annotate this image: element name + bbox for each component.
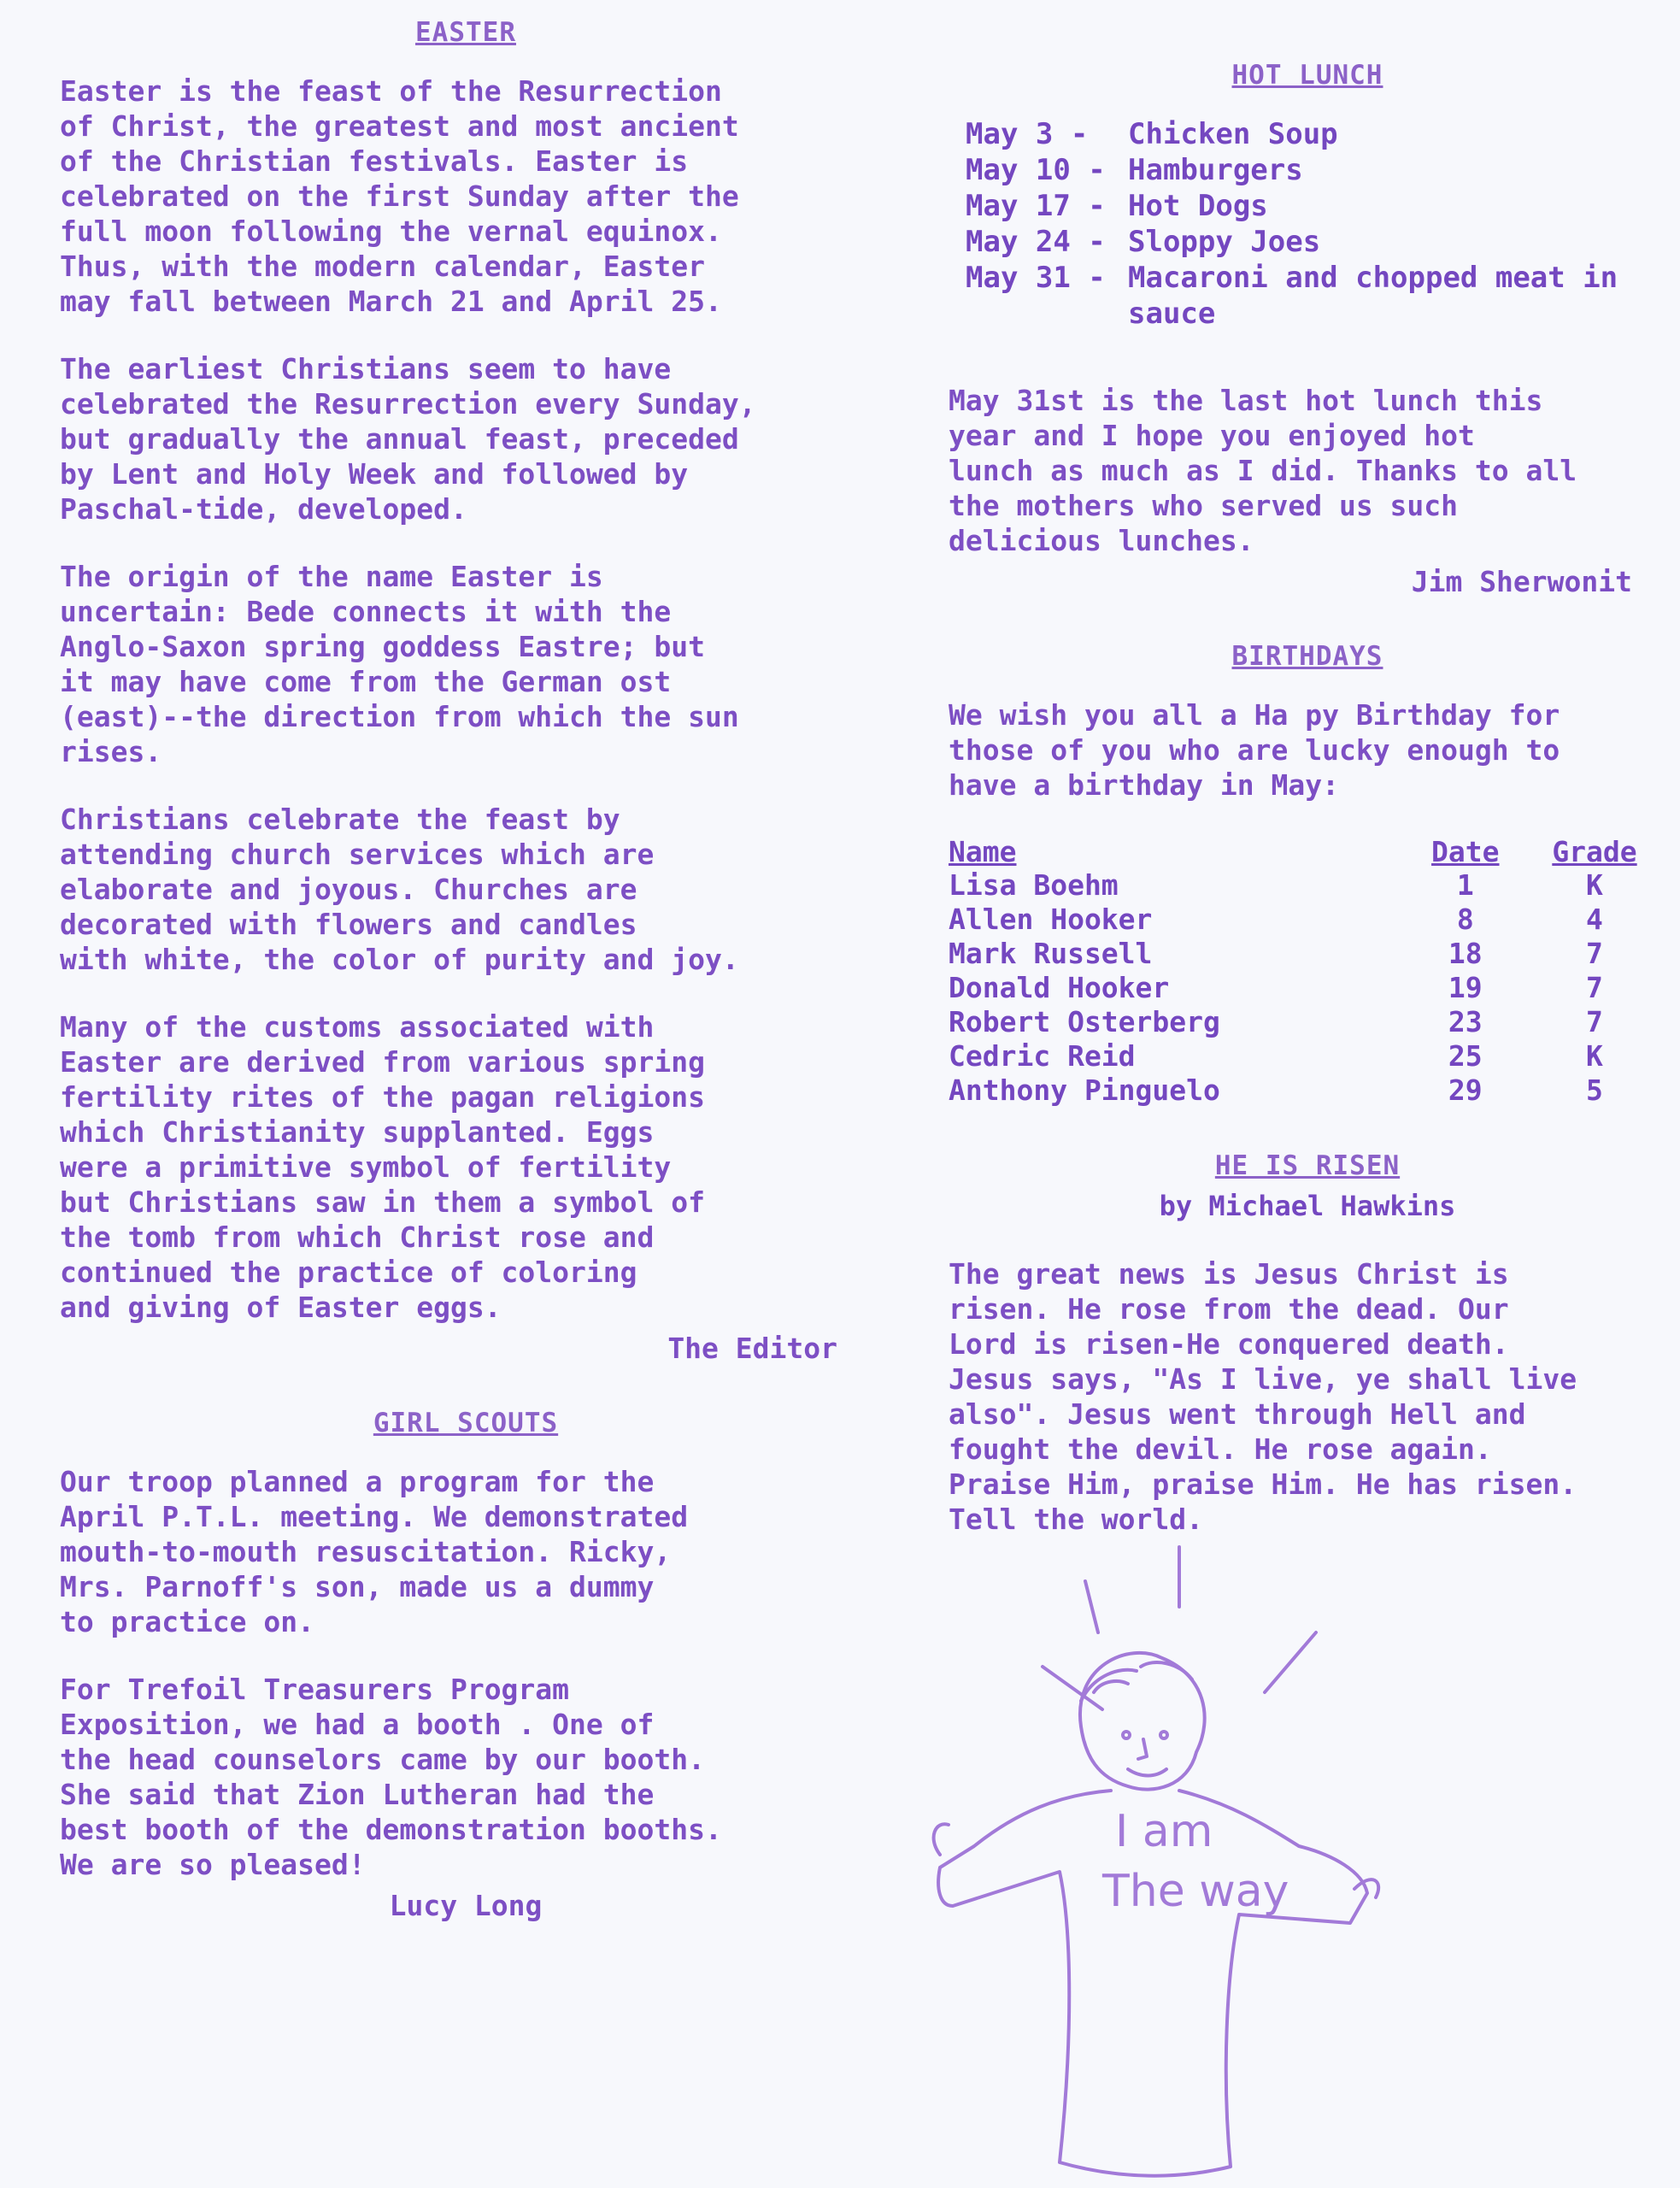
header-grade: Grade <box>1552 835 1637 868</box>
easter-paragraph-5: Many of the customs associated with Easter are derived from various spring fertility rites of the pagan religions which Christianity supplanted. Eggs were a primitive symbol of fertility but Christians saw in them a symbol of the tomb from which Christ rose and continued the practice of coloring and giving of Easter eggs. <box>60 1010 705 1324</box>
birthday-name: Lisa Boehm <box>949 868 1119 902</box>
header-name: Name <box>949 835 1017 868</box>
menu-dish: Chicken Soup <box>1128 117 1338 151</box>
menu-date: May 3 - <box>966 117 1089 151</box>
birthday-name: Allen Hooker <box>949 903 1153 936</box>
birthday-date: 18 <box>1448 937 1483 970</box>
menu-dish: Macaroni and chopped meat in sauce <box>1128 261 1618 331</box>
menu-date: May 10 - <box>966 153 1106 187</box>
birthday-grade: K <box>1586 1039 1603 1073</box>
birthday-name: Robert Osterberg <box>949 1005 1220 1038</box>
crayon-figure-drawing <box>923 1530 1675 2188</box>
girl-scouts-paragraph-2: For Trefoil Treasurers Program Exposition, we had a booth . One of the head counselors came by our booth. She said that Zion Lutheran had the best booth of the demonstration booths. We are so pleased! <box>60 1673 722 1881</box>
girl-scouts-paragraph-1: Our troop planned a program for the April P.T.L. meeting. We demonstrated mouth-to-mouth resuscitation. Ricky, Mrs. Parnoff's son, made us a dummy to practice on. <box>60 1465 689 1638</box>
nose <box>1138 1739 1147 1759</box>
birthday-grade: 7 <box>1586 937 1603 970</box>
menu-date: May 31 - <box>966 261 1106 295</box>
mouth <box>1128 1769 1166 1776</box>
easter-paragraph-1: Easter is the feast of the Resurrection of Christ, the greatest and most ancient of the Christian festivals. Easter is celebrated on the first Sunday after the full moon following the vernal equinox. Thus, with the modern calendar, Easter may fall between March 21 and April 25. <box>60 74 739 318</box>
birthday-name: Anthony Pinguelo <box>949 1073 1220 1107</box>
he-is-risen-title: HE IS RISEN <box>1214 1150 1401 1181</box>
table-row <box>949 1039 1666 1073</box>
ray-line <box>1085 1581 1098 1632</box>
birthday-name: Mark Russell <box>949 937 1153 970</box>
table-row <box>949 903 1666 937</box>
menu-item <box>966 188 1666 224</box>
right-column <box>949 60 1666 1569</box>
menu-item <box>966 152 1666 188</box>
birthday-name: Cedric Reid <box>949 1039 1136 1073</box>
he-is-risen-byline: by Michael Hawkins <box>1159 1190 1456 1222</box>
table-row <box>949 868 1666 903</box>
easter-paragraph-2: The earliest Christians seem to have celebrated the Resurrection every Sunday, but gradually the annual feast, preceded by Lent and Holy Week and followed by Paschal-tide, developed. <box>60 352 756 526</box>
birthdays-intro: We wish you all a Ha py Birthday for those of you who are lucky enough to have a birthday in May: <box>949 698 1560 802</box>
hot-lunch-title: HOT LUNCH <box>1231 60 1383 91</box>
menu-dish: Hot Dogs <box>1128 189 1268 223</box>
drawing-text-line1: I am <box>1115 1806 1213 1857</box>
birthday-date: 1 <box>1456 868 1474 902</box>
birthday-grade: 7 <box>1586 971 1603 1004</box>
hot-lunch-signature: Jim Sherwonit <box>1411 565 1632 598</box>
birthday-grade: 5 <box>1586 1073 1603 1107</box>
girl-scouts-title: GIRL SCOUTS <box>373 1408 559 1438</box>
birthday-date: 19 <box>1448 971 1483 1004</box>
drawing-text-line2: The way <box>1102 1866 1289 1917</box>
header-date: Date <box>1431 835 1500 868</box>
ray-line <box>1265 1632 1316 1692</box>
he-is-risen-text: The great news is Jesus Christ is risen. He rose from the dead. Our Lord is risen-He conquered death. Jesus says, "As I live, ye shall live also". Jesus went through Hell and fought the devil. He rose again. Praise Him, praise Him. He has risen. Tell the world. <box>949 1257 1577 1536</box>
birthday-date: 25 <box>1448 1039 1483 1073</box>
easter-signature: The Editor <box>667 1332 837 1365</box>
menu-dish: Hamburgers <box>1128 153 1303 187</box>
table-row <box>949 1005 1666 1039</box>
menu-dish: Sloppy Joes <box>1128 225 1321 259</box>
easter-paragraph-3: The origin of the name Easter is uncertain: Bede connects it with the Anglo-Saxon spring goddess Eastre; but it may have come from the German ost (east)--the direction from which the sun rises. <box>60 560 739 768</box>
eye-left <box>1123 1732 1130 1738</box>
easter-paragraph-4: Christians celebrate the feast by attending church services which are elaborate and joyous. Churches are decorated with flowers and candles with white, the color of purity and joy. <box>60 803 739 976</box>
table-header-row <box>949 835 1666 868</box>
birthdays-title: BIRTHDAYS <box>1231 641 1383 672</box>
birthdays-table <box>949 835 1666 1108</box>
menu-date: May 24 - <box>966 225 1106 259</box>
menu-date: May 17 - <box>966 189 1106 223</box>
table-row <box>949 971 1666 1005</box>
hot-lunch-note: May 31st is the last hot lunch this year and I hope you enjoyed hot lunch as much as I did. Thanks to all the mothers who served us such delicious lunches. <box>949 384 1577 557</box>
eye-right <box>1160 1732 1167 1738</box>
birthday-date: 29 <box>1448 1073 1483 1107</box>
birthday-grade: 7 <box>1586 1005 1603 1038</box>
table-row <box>949 1073 1666 1108</box>
table-row <box>949 937 1666 971</box>
birthday-name: Donald Hooker <box>949 971 1170 1004</box>
menu-item <box>966 224 1666 260</box>
left-column <box>60 17 872 1965</box>
girl-scouts-signature: Lucy Long <box>389 1889 543 1922</box>
hot-lunch-menu <box>966 116 1666 332</box>
menu-item <box>966 260 1666 332</box>
easter-title: EASTER <box>415 17 516 48</box>
birthday-grade: 4 <box>1586 903 1603 936</box>
menu-item <box>966 116 1666 152</box>
birthday-date: 23 <box>1448 1005 1483 1038</box>
birthday-date: 8 <box>1456 903 1474 936</box>
birthday-grade: K <box>1586 868 1603 902</box>
